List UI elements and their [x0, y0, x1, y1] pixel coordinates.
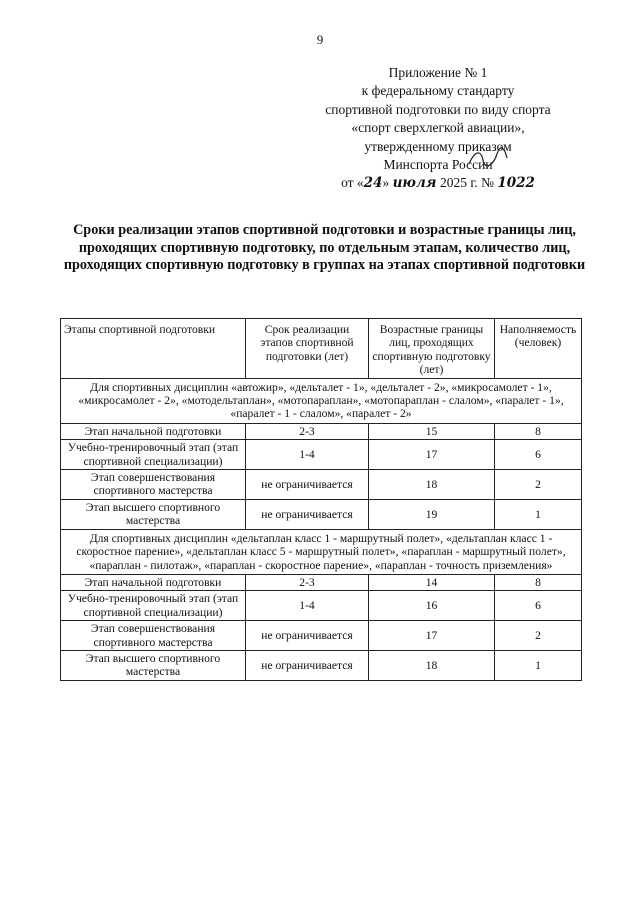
table-row [61, 650, 582, 680]
document-title: Сроки реализации этапов спортивной подготовки и возрастные границы лиц, проходящих спортивную подготовку, по отдельным этапам, количество лиц, проходящих спортивную подготовку в группах на этапах спортивной подготовки [63, 222, 586, 274]
section-caption-row [61, 378, 582, 423]
table-cell: Учебно-тренировочный этап (этап спортивной специализации) [61, 591, 246, 621]
table-cell: Этап совершенствования спортивного мастерства [61, 470, 246, 500]
column-header: Срок реализации этапов спортивной подготовки (лет) [246, 319, 369, 379]
table-cell: 15 [369, 423, 495, 439]
table-cell: Этап начальной подготовки [61, 574, 246, 590]
table-cell: 1 [495, 499, 582, 529]
stages-table [60, 318, 582, 681]
date-prefix: от « [341, 175, 364, 191]
table-cell: 19 [369, 499, 495, 529]
date-mid: » [382, 175, 390, 191]
table-cell: Этап совершенствования спортивного мастерства [61, 621, 246, 651]
annex-line: спортивной подготовки по виду спорта [325, 101, 551, 117]
table-cell: Этап высшего спортивного мастерства [61, 499, 246, 529]
column-header: Наполняемость (человек) [495, 319, 582, 379]
signature-mark [467, 146, 509, 168]
date-month: июля [392, 175, 437, 192]
section-caption-row [61, 529, 582, 574]
table-cell: 1 [495, 650, 582, 680]
table-cell: 6 [495, 440, 582, 470]
table-cell: не ограничивается [246, 499, 369, 529]
table-cell: 2-3 [246, 574, 369, 590]
table-cell: 17 [369, 621, 495, 651]
annex-block [288, 64, 588, 193]
section-caption: Для спортивных дисциплин «дельтаплан класс 1 - маршрутный полет», «дельтаплан класс 1 - скоростное парение», «дельтаплан класс 5 - маршрутный полет», «параплан - маршрутный полет», «параплан - пилотаж», «параплан - скоростное парение», «параплан - точность приземления» [61, 529, 582, 574]
table-row [61, 621, 582, 651]
table-cell: 1-4 [246, 440, 369, 470]
table-row [61, 440, 582, 470]
annex-line: Приложение № 1 [388, 65, 488, 80]
column-header: Возрастные границы лиц, проходящих спортивную подготовку (лет) [369, 319, 495, 379]
order-number: 1022 [497, 175, 535, 192]
table-cell: 14 [369, 574, 495, 590]
annex-line: «спорт сверхлегкой авиации», [351, 120, 525, 136]
table-cell: не ограничивается [246, 470, 369, 500]
table-row [61, 423, 582, 439]
table-cell: 16 [369, 591, 495, 621]
table-cell: 18 [369, 470, 495, 500]
table-cell: не ограничивается [246, 650, 369, 680]
date-day: 24 [363, 175, 383, 192]
table-row [61, 470, 582, 500]
date-year: 2025 г. № [439, 175, 494, 191]
annex-line: к федеральному стандарту [361, 83, 515, 99]
table-row [61, 591, 582, 621]
table-cell: 1-4 [246, 591, 369, 621]
annex-line: утвержденному приказом [364, 138, 512, 154]
table-cell: 18 [369, 650, 495, 680]
page-number: 9 [316, 32, 324, 47]
table-cell: Этап начальной подготовки [61, 423, 246, 439]
table-cell: Учебно-тренировочный этап (этап спортивной специализации) [61, 440, 246, 470]
column-header: Этапы спортивной подготовки [61, 319, 246, 379]
table-cell: 2 [495, 470, 582, 500]
annex-line: Минспорта России [383, 157, 493, 173]
table-cell: 8 [495, 423, 582, 439]
table-cell: 6 [495, 591, 582, 621]
table-cell: 8 [495, 574, 582, 590]
table-cell: 2-3 [246, 423, 369, 439]
table-row [61, 499, 582, 529]
table-row [61, 574, 582, 590]
table-cell: 17 [369, 440, 495, 470]
table-cell: не ограничивается [246, 621, 369, 651]
section-caption: Для спортивных дисциплин «автожир», «дельталет - 1», «дельталет - 2», «микросамолет - 1», «микросамолет - 2», «мотодельтаплан», «мотопараплан», «мотопараплан - слалом», «паралет - 1», «паралет - 1 - слалом», «паралет - 2» [61, 378, 582, 423]
table-header-row [61, 319, 582, 379]
order-date-line [288, 174, 588, 192]
table-cell: Этап высшего спортивного мастерства [61, 650, 246, 680]
table-cell: 2 [495, 621, 582, 651]
